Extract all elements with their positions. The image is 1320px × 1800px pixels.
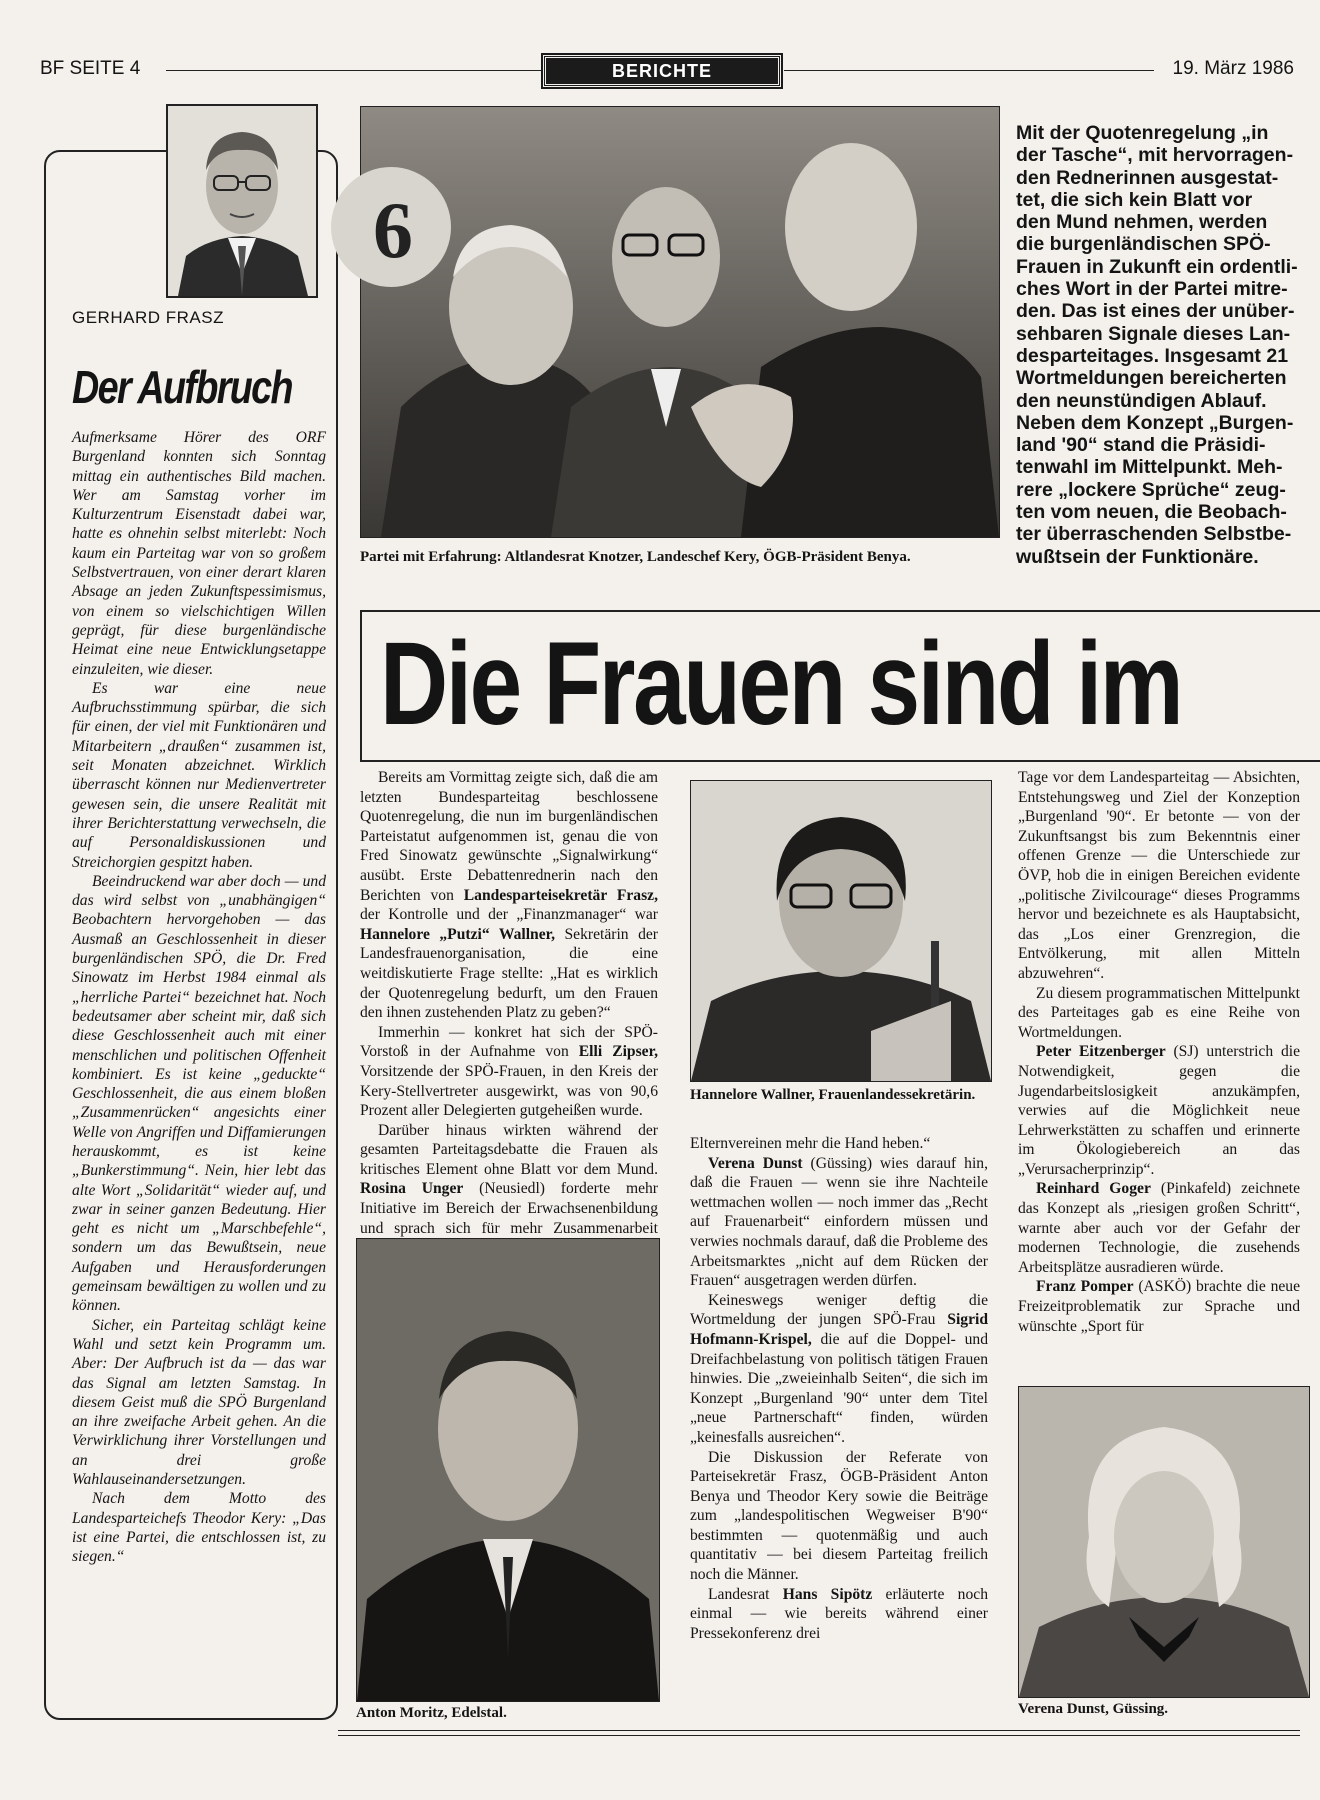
article-paragraph [1018, 984, 1300, 1043]
bottom-rule [338, 1730, 1300, 1736]
lead-text [1016, 122, 1300, 568]
lead-line: desparteitages. Insgesamt 21 [1016, 344, 1289, 367]
moritz-caption: Anton Moritz, Edelstal. [356, 1705, 507, 1721]
lead-line: den Rednerinnen ausgestat- [1016, 166, 1279, 189]
commentary-paragraph: Sicher, ein Parteitag schlägt keine Wahl und setzt kein Programm um. Aber: Der Aufbruch ist da — das war das Signal am letzten Samstag. In diesem Geist muß die SPÖ Burgenland an ihre zweifache Arbeit gehen. An die Verwirklichung ihrer Vorstellungen und an drei große Wahlauseinandersetzungen. [72, 1316, 326, 1489]
speaker-name: Reinhard Goger [1036, 1180, 1151, 1198]
article-paragraph [1018, 1277, 1300, 1336]
lead-line: rere „lockere Sprüche“ zeug- [1016, 478, 1286, 501]
article-text: Landesrat [708, 1585, 783, 1603]
article-text: erläuterte noch einmal — wie bereits während einer Pressekonferenz drei [690, 1585, 988, 1642]
section-badge: BERICHTE [543, 55, 781, 87]
article-paragraph [690, 1154, 988, 1291]
moritz-photo-image [357, 1239, 659, 1701]
commentary-paragraph: Es war eine neue Aufbruchsstimmung spürbar, die sich für einen, der viel mit Funktionären und Mitarbeitern „draußen“ zusammen ist, seit Monaten abzeichnet. Wirklich überrascht können nur Medienvertreter gewesen sein, die unsere Realität mit ihrer Berichterstattung verwechseln, die auf Personaldiskussionen und Streichorgien gespitzt haben. [72, 679, 326, 871]
article-paragraph [1018, 768, 1300, 984]
lead-line: ter überraschenden Selbstbe- [1016, 523, 1292, 546]
article-text: Zu diesem programmatischen Mittelpunkt des Parteitages gab es eine Reihe von Wortmeldungen. [1018, 984, 1300, 1041]
article-paragraph [360, 768, 658, 1023]
article-text: Keineswegs weniger deftig die Wortmeldung der jungen SPÖ-Frau [690, 1291, 988, 1329]
dunst-caption: Verena Dunst, Güssing. [1018, 1701, 1169, 1717]
wallner-photo [690, 780, 992, 1082]
commentary-title: Der Aufbruch [72, 361, 292, 413]
top-photo-caption: Partei mit Erfahrung: Altlandesrat Knotzer, Landeschef Kery, ÖGB-Präsident Benya. [360, 549, 911, 565]
lead-line: Mit der Quotenregelung „in [1016, 122, 1269, 144]
speaker-name: Hans Sipötz [782, 1585, 873, 1603]
svg-text:6: 6 [373, 187, 413, 275]
article-text: die auf die Doppel- und Dreifachbelastung von politisch tätigen Frauen hinwies. Die „zweieinhalb Seiten“, die sich im Konzept „Burgenland '90“ unter dem Titel „neue Partnerschaft“ finden, würden „keinesfalls ausreichen“. [690, 1330, 988, 1446]
lead-line: ten vom neuen, die Beobach- [1016, 501, 1287, 524]
lead-line: ches Wort in der Partei mitre- [1016, 278, 1288, 301]
header-rule-right [784, 70, 1154, 71]
speaker-name: Hannelore „Putzi“ Wallner, [360, 925, 556, 943]
lead-line: Neben dem Konzept „Burgen- [1016, 411, 1294, 434]
article-text: Die Diskussion der Referate von Parteisekretär Frasz, ÖGB-Präsident Anton Benya und Theodor Kery sowie die Beiträge zum „landespolitischen Wegweiser B'90“ bestimmten — quotenmäßig und auch quantitativ — bei diesem Parteitag freilich noch die Männer. [690, 1448, 988, 1584]
speaker-name: Sigrid Hofmann-Krispel, [690, 1311, 988, 1348]
speaker-name: Verena Dunst [708, 1154, 803, 1172]
lead-line: Wortmeldungen bereicherten [1016, 367, 1287, 390]
dunst-photo-image [1019, 1387, 1309, 1697]
lead-line: die burgenländischen SPÖ- [1016, 233, 1271, 256]
lead-line: Frauen in Zukunft ein ordentli- [1016, 255, 1298, 278]
article-text: (SJ) unterstrich die Notwendigkeit, gegen die Jugendarbeitslosigkeit anzukämpfen, verwies auf die Möglichkeit neue Lehrwerkstätten zu schaffen und erinnerte im Ökologiebereich an das „Verursacherprinzip“. [1018, 1043, 1300, 1178]
article-text: Immerhin — konkret hat sich der SPÖ-Vorstoß in der Aufnahme von [360, 1023, 658, 1061]
lead-line: den. Das ist eines der unüber- [1016, 300, 1295, 323]
speaker-name: Landesparteisekretär Frasz, [463, 886, 658, 904]
author-portrait [166, 104, 318, 298]
article-column-1 [360, 768, 658, 1237]
article-paragraph [690, 1585, 988, 1644]
article-paragraph [690, 1134, 988, 1154]
top-photo-image [361, 107, 999, 537]
article-text: Darüber hinaus wirkten während der gesamten Parteitagsdebatte die Frauen als kritisches Element ohne Blatt vor dem Mund. [360, 1121, 658, 1178]
article-column-2 [690, 1134, 988, 1726]
headline-box [360, 610, 1320, 762]
commentary-author: GERHARD FRASZ [72, 308, 224, 327]
commentary-paragraph: Aufmerksame Hörer des ORF Burgenland konnten sich Sonntag mittag ein authentisches Bild machen. Wer am Samstag vorher im Kulturzentrum Eisenstadt dabei war, hatte es ohnehin selbst miterlebt: Noch kaum ein Parteitag war von so großem Selbstvertrauen, von einer derart klaren Absage an jeden Zukunftspessimismus, von einem so vielschichtigen Willen geprägt, für diese burgenländische Heimat eine neue Entwicklungsetappe einzuleiten, wie dieser. [72, 429, 326, 678]
lead-line: sehbaren Signale dieses Lan- [1016, 322, 1291, 345]
article-text: Elternvereinen mehr die Hand heben.“ [690, 1135, 931, 1152]
commentary-body [72, 428, 326, 1567]
article-paragraph [690, 1291, 988, 1448]
lead-line: der Tasche“, mit hervorragen- [1016, 144, 1294, 167]
issue-date: 19. März 1986 [1172, 58, 1294, 79]
article-text: (ASKÖ) brachte die neue Freizeitproblematik zur Sprache und wünschte „Sport für [1018, 1278, 1301, 1335]
commentary-paragraph: Beeindruckend war aber doch — und das wird selbst von „unabhängigen“ Beobachtern hervorgehoben — das Ausmaß an Geschlossenheit in dieser burgenländischen SPÖ, die Dr. Fred Sinowatz im Herbst 1984 einmal als „herrliche Partei“ bezeichnet hat. Noch bedeutsamer aber scheint mir, daß sich diese Geschlossenheit auch mit einer menschlichen und politischen Offenheit kombiniert. Es ist keine „geduckte“ Geschlossenheit, die aus einem bloßen „Zusammenrücken“ angesichts einer Welle von Angriffen und Diffamierungen herauskommt, es ist keine „Bunkerstimmung“. Nein, hier lebt das alte Wort „Solidarität“ wieder auf, und zwar in seiner ganzen Bedeutung. Hier geht es nicht um „Marschbefehle“, sondern um das Bewußtsein, neue Aufgaben und Herausforderungen gemeinsam bewältigen zu wollen und zu können. [72, 872, 326, 1315]
article-text: (Pinkafeld) zeichnete das Konzept als „riesigen großen Schritt“, warnte aber auch vor der Gefahr der modernen Technologie, die zusehends Arbeitsplätze ausradieren würde. [1018, 1180, 1300, 1276]
moritz-photo [356, 1238, 660, 1702]
article-text: (Güssing) wies darauf hin, daß die Frauen — wenn sie ihre Nachteile wettmachen wollen — noch immer das „Recht auf Frauenarbeit“ einfordern müssen und verwies nochmals darauf, daß die Probleme des Arbeitsmarktes „nicht auf dem Rücken der Frauen“ ausgetragen werden dürfen. [690, 1154, 988, 1290]
lead-line: wußtsein der Funktionäre. [1016, 545, 1259, 568]
article-text: der Kontrolle und der „Finanzmanager“ war [360, 906, 658, 924]
lead-line: tet, die sich kein Blatt vor [1016, 188, 1253, 211]
article-text: Bereits am Vormittag zeigte sich, daß die am letzten Bundesparteitag beschlossene Quotenregelung, die nun im burgenländischen Parteistatut aufgenommen ist, genau die von Fred Sinowatz gewünschte „Signalwirkung“ ausübt. Erste Debattenrednerin nach den Berichten von [360, 769, 658, 904]
wallner-caption: Hannelore Wallner, Frauenlandessekretärin. [690, 1087, 976, 1103]
article-text: Tage vor dem Landesparteitag — Absichten, Entstehungsweg und Ziel der Konzeption „Burgenland '90“. Er betonte — von der Zukunftsangst bis zum Bekenntnis einer offenen Grenze — die Unterschiede zur ÖVP, hob die in einigen Bereichen evidente „politische Zivilcourage“ dieses Programms hervor und bezeichnete es als Hauptabsicht, das „Los einer Grenzregion, die Entvölkerung, mit allen Mitteln abzuwehren“. [1018, 769, 1300, 982]
article-text: (Neusiedl) forderte mehr Initiative im Bereich der Erwachsenenbildung und sprach sich für mehr Zusammenarbeit [360, 1180, 658, 1237]
wallner-photo-image [691, 781, 991, 1081]
article-paragraph [690, 1448, 988, 1585]
commentary-paragraph: Nach dem Motto des Landesparteichefs Theodor Kery: „Das ist eine Partei, die entschlossen ist, zu siegen.“ [72, 1490, 326, 1566]
speaker-name: Peter Eitzenberger [1036, 1043, 1166, 1061]
headline: Die Frauen sind im [380, 618, 1182, 750]
top-photo [360, 106, 1000, 538]
article-paragraph [1018, 1179, 1300, 1277]
lead-line: den Mund nehmen, werden [1016, 211, 1268, 234]
article-column-3 [1018, 768, 1300, 1364]
author-portrait-image [168, 106, 316, 296]
speaker-name: Franz Pomper [1036, 1278, 1134, 1296]
page-label: BF SEITE 4 [40, 58, 141, 79]
article-paragraph [360, 1023, 658, 1121]
lead-line: land '90“ stand die Präsidi- [1016, 434, 1266, 457]
lead-line: tenwahl im Mittelpunkt. Meh- [1016, 456, 1283, 479]
header-rule-left [166, 70, 542, 71]
article-text: Vorsitzende der SPÖ-Frauen, in den Kreis der Kery-Stellvertreter ausgewirkt, was von 90,6 Prozent aller Delegierten gutgeheißen wurde. [360, 1062, 658, 1120]
dunst-photo [1018, 1386, 1310, 1698]
speaker-name: Elli Zipser, [578, 1043, 658, 1061]
speaker-name: Rosina Unger [360, 1180, 464, 1198]
article-paragraph [1018, 1042, 1300, 1179]
lead-line: den neunstündigen Ablauf. [1016, 389, 1267, 412]
article-text: Sekretärin der Landesfrauenorganisation, die eine weitdiskutierte Frage stellte: „Hat es wirklich der Quotenregelung bedurft, um den Frauen den ihnen zustehenden Platz zu geben?“ [360, 925, 658, 1022]
